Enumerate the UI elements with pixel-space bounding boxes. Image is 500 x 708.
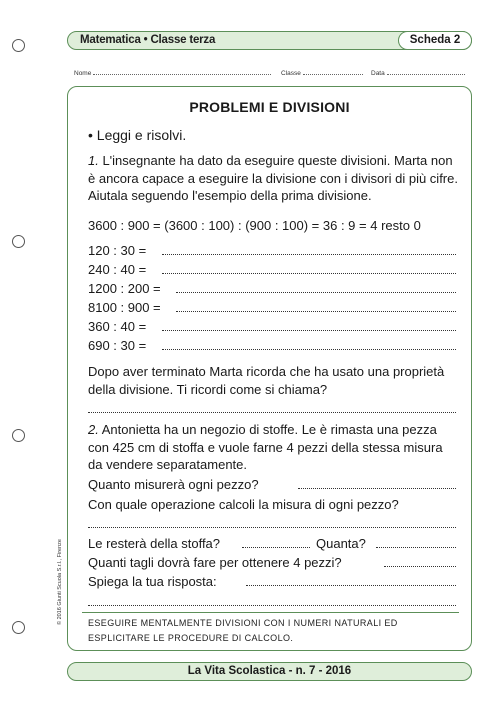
- answer-line-1[interactable]: [162, 254, 456, 255]
- answer-line-leftover[interactable]: [242, 547, 310, 548]
- name-field[interactable]: [74, 68, 271, 77]
- example-division: 3600 : 900 = (3600 : 100) : (900 : 100) = 36 : 9 = 4 resto 0: [88, 218, 421, 233]
- binder-hole-bottom: [12, 621, 25, 634]
- answer-line-explain-2[interactable]: [88, 605, 456, 606]
- question-operation: Con quale operazione calcoli la misura di ogni pezzo?: [88, 497, 399, 512]
- problem-1-followup: Dopo aver terminato Marta ricorda che ha usato una proprietà della divisione. Ti ricordi come si chiama?: [88, 364, 445, 397]
- problem-1-number: 1.: [88, 153, 99, 168]
- division-2: 240 : 40 =: [88, 262, 147, 277]
- name-label: Nome: [74, 70, 92, 77]
- division-3: 1200 : 200 =: [88, 281, 161, 296]
- learning-objective: ESEGUIRE MENTALMENTE DIVISIONI CON I NUMERI NATURALI ED ESPLICITARE LE PROCEDURE DI CALCOLO.: [88, 618, 398, 643]
- answer-line-3[interactable]: [176, 292, 456, 293]
- question-piece-size: Quanto misurerà ogni pezzo?: [88, 477, 259, 492]
- answer-line-operation[interactable]: [88, 527, 456, 528]
- date-label: Data: [371, 70, 385, 77]
- answer-line-4[interactable]: [176, 311, 456, 312]
- binder-hole-upper: [12, 235, 25, 248]
- class-label: Classe: [281, 70, 301, 77]
- answer-line-6[interactable]: [162, 349, 456, 350]
- answer-line-2[interactable]: [162, 273, 456, 274]
- worksheet-box: [67, 86, 472, 651]
- question-how-much: Quanta?: [316, 536, 366, 551]
- subject-title: Matematica • Classe terza: [80, 34, 216, 46]
- answer-line-piece-size[interactable]: [298, 488, 456, 489]
- question-explain: Spiega la tua risposta:: [88, 574, 217, 589]
- objective-divider: [82, 612, 459, 613]
- division-5: 360 : 40 =: [88, 319, 147, 334]
- answer-line-property[interactable]: [88, 412, 456, 413]
- problem-2-text: 2. Antonietta ha un negozio di stoffe. Le è rimasta una pezza con 425 cm di stoffa e vuole farne 4 pezzi della stessa misura da vendere separatamente.: [88, 422, 443, 472]
- answer-line-how-much[interactable]: [376, 547, 456, 548]
- binder-hole-lower: [12, 429, 25, 442]
- problem-1-text: 1. L'insegnante ha dato da eseguire queste divisioni. Marta non è ancora capace a eseguire la divisione con i divisori di più cifre. Aiutala seguendo l'esempio della prima divisione.: [88, 153, 458, 203]
- division-4: 8100 : 900 =: [88, 300, 161, 315]
- date-field[interactable]: [371, 68, 465, 77]
- question-cuts: Quanti tagli dovrà fare per ottenere 4 pezzi?: [88, 555, 342, 570]
- copyright-note: © 2016 Giunti Scuola S.r.l., Firenze: [57, 539, 63, 625]
- answer-line-5[interactable]: [162, 330, 456, 331]
- sheet-label: Scheda 2: [398, 31, 472, 50]
- answer-line-cuts[interactable]: [384, 566, 456, 567]
- problem-2-number: 2.: [88, 422, 99, 437]
- instruction: • Leggi e risolvi.: [88, 127, 187, 143]
- question-leftover: Le resterà della stoffa?: [88, 536, 221, 551]
- answer-line-explain-1[interactable]: [246, 585, 456, 586]
- footer-bar: La Vita Scolastica - n. 7 - 2016: [67, 662, 472, 681]
- worksheet-title: PROBLEMI E DIVISIONI: [189, 99, 350, 115]
- division-6: 690 : 30 =: [88, 338, 147, 353]
- header-bar: [67, 31, 472, 50]
- division-1: 120 : 30 =: [88, 243, 147, 258]
- class-field[interactable]: [281, 68, 363, 77]
- binder-hole-top: [12, 39, 25, 52]
